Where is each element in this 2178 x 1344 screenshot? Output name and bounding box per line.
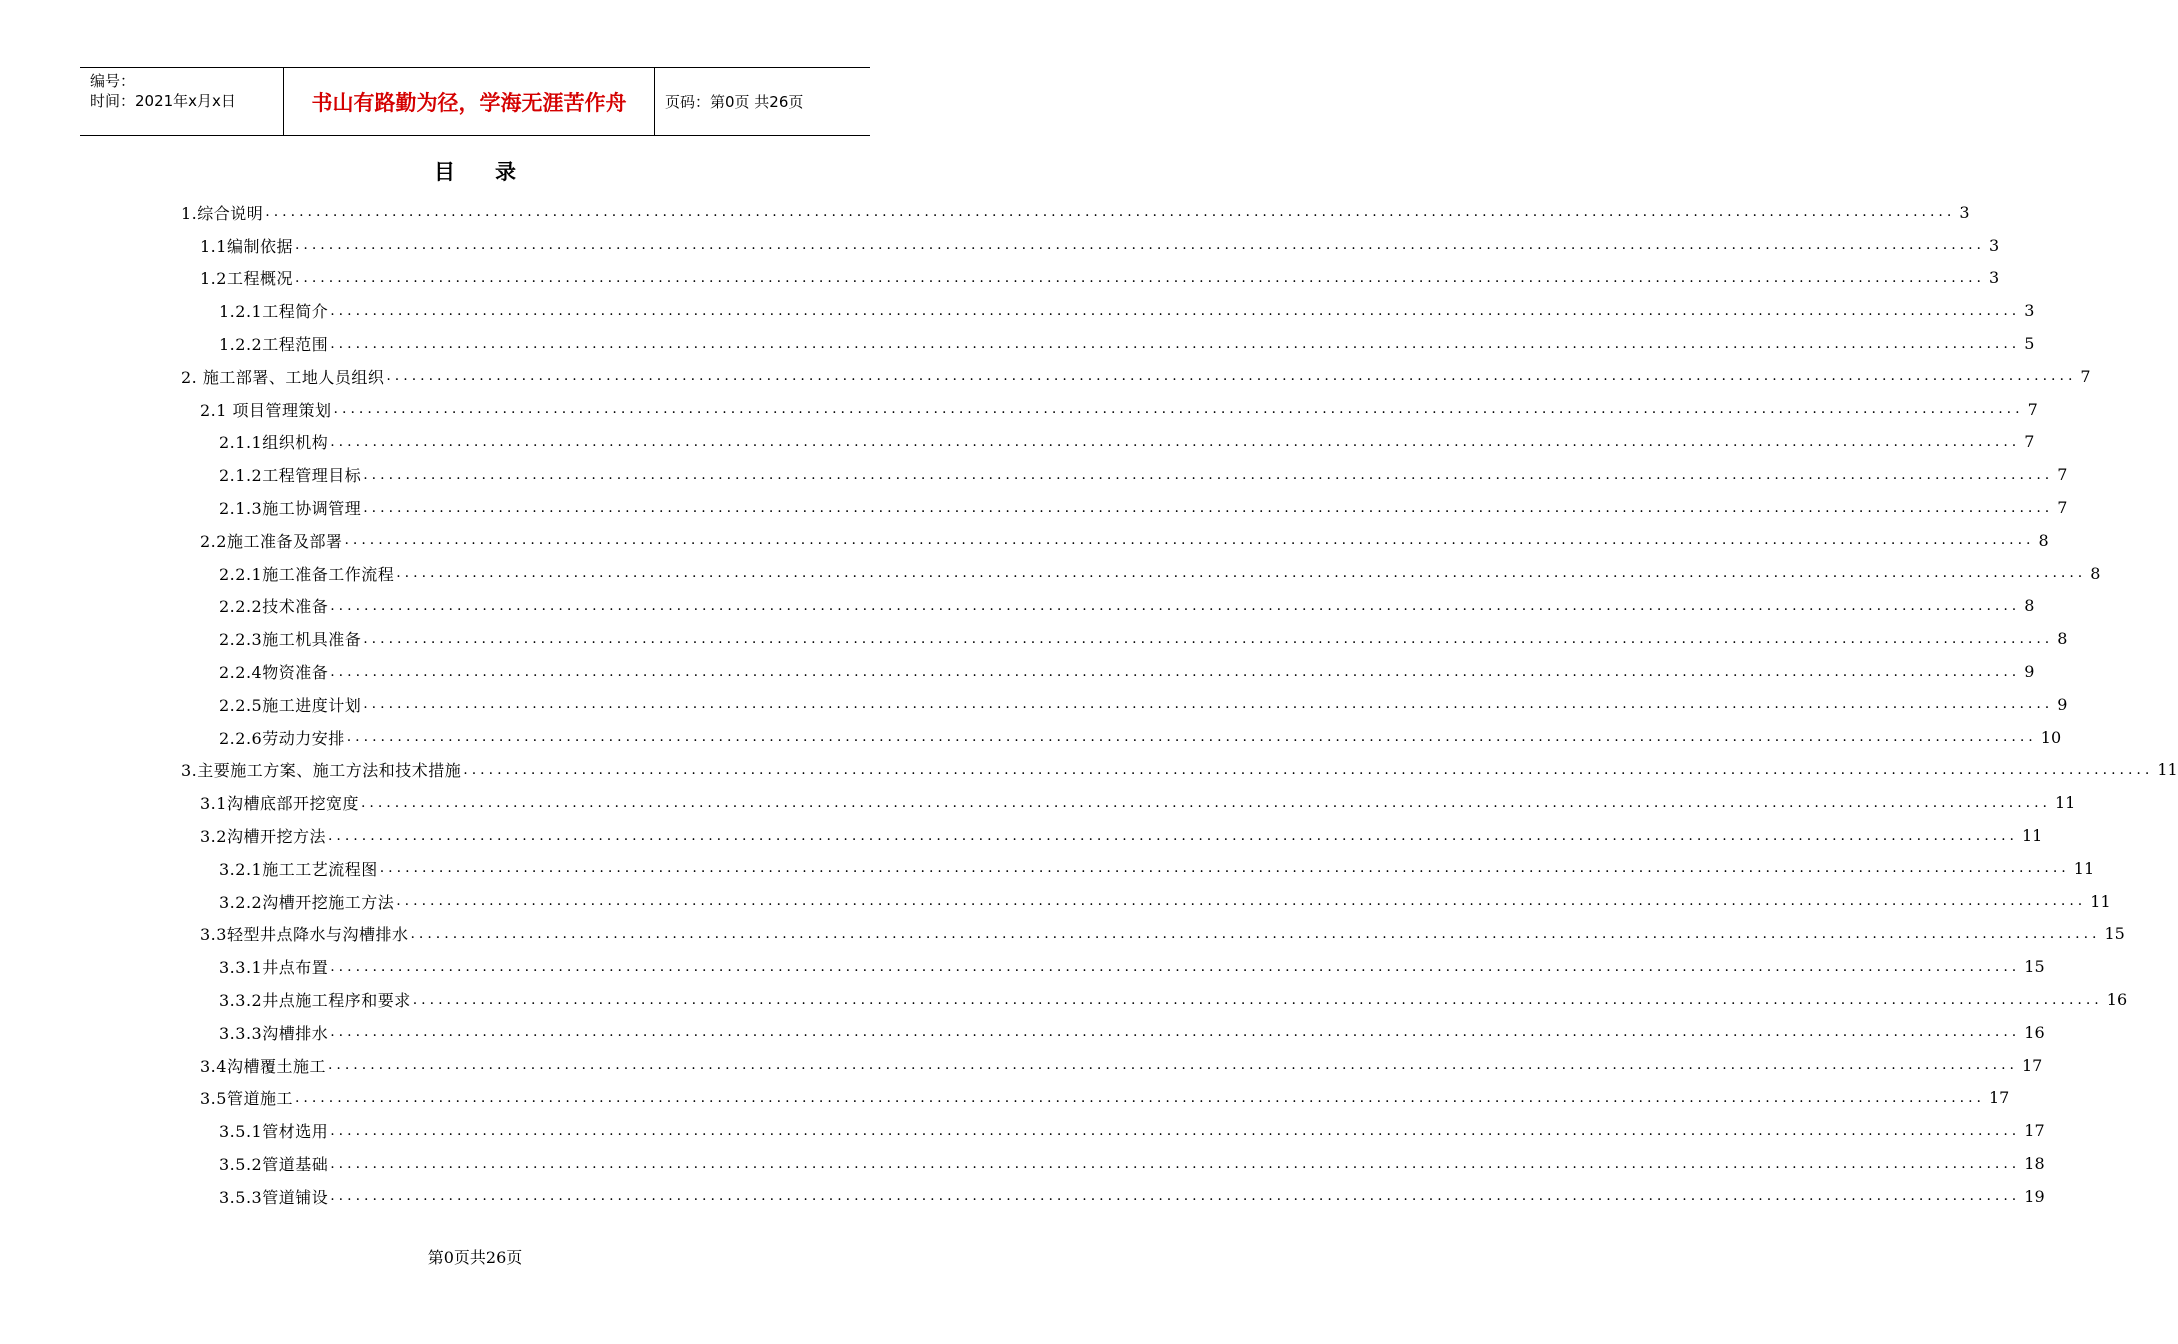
toc-dot-leader: ........................................................................................................................................................................................................ xyxy=(363,466,2054,483)
toc-entry-label: 1.2工程概况 xyxy=(200,266,295,289)
toc-entry-page: 11 xyxy=(2055,793,2076,813)
toc-dot-leader: ........................................................................................................................................................................................................ xyxy=(327,827,2018,844)
toc-entry-page: 8 xyxy=(2024,596,2035,616)
toc-entry-label: 3.2沟槽开挖方法 xyxy=(200,824,328,847)
toc-entry[interactable] xyxy=(0,557,2101,590)
table-of-contents xyxy=(0,196,2178,1213)
toc-dot-leader: ........................................................................................................................................................................................................ xyxy=(346,729,2037,746)
toc-entry-label: 3.4沟槽覆土施工 xyxy=(200,1054,328,1077)
toc-entry[interactable] xyxy=(0,622,2068,655)
toc-entry-label: 2.2.6劳动力安排 xyxy=(219,726,347,749)
toc-dot-leader: ........................................................................................................................................................................................................ xyxy=(327,1057,2018,1074)
toc-entry[interactable] xyxy=(0,590,2035,623)
toc-entry[interactable] xyxy=(0,1049,2043,1082)
toc-entry-label: 2.1.3施工协调管理 xyxy=(219,496,363,519)
toc-entry-page: 16 xyxy=(2024,1022,2045,1042)
toc-entry-page: 8 xyxy=(2038,530,2049,550)
toc-dot-leader: ........................................................................................................................................................................................................ xyxy=(363,630,2054,647)
toc-entry[interactable] xyxy=(0,327,2035,360)
toc-entry-label: 2.2.3施工机具准备 xyxy=(219,627,363,650)
toc-entry-page: 7 xyxy=(2057,465,2068,485)
toc-dot-leader: ........................................................................................................................................................................................................ xyxy=(330,1155,2021,1172)
toc-entry-label: 3.5.3管道铺设 xyxy=(219,1185,330,1208)
toc-dot-leader: ........................................................................................................................................................................................................ xyxy=(379,860,2070,877)
toc-entry[interactable] xyxy=(0,819,2043,852)
toc-entry-page: 11 xyxy=(2022,826,2043,846)
toc-entry-label: 2.2.5施工进度计划 xyxy=(219,693,363,716)
toc-entry[interactable] xyxy=(0,852,2095,885)
toc-entry[interactable] xyxy=(0,426,2035,459)
toc-dot-leader: ........................................................................................................................................................................................................ xyxy=(294,237,1985,254)
toc-entry-page: 8 xyxy=(2057,629,2068,649)
toc-entry-page: 7 xyxy=(2057,498,2068,518)
toc-dot-leader: ........................................................................................................................................................................................................ xyxy=(333,401,2024,418)
toc-entry-page: 17 xyxy=(2022,1055,2043,1075)
toc-dot-leader: ........................................................................................................................................................................................................ xyxy=(330,1122,2021,1139)
toc-entry-label: 3.5.1管材选用 xyxy=(219,1119,330,1142)
toc-entry[interactable] xyxy=(0,491,2068,524)
toc-entry-label: 3.主要施工方案、施工方法和技术措施 xyxy=(181,758,463,781)
toc-dot-leader: ........................................................................................................................................................................................................ xyxy=(265,204,1956,221)
toc-entry[interactable] xyxy=(0,885,2111,918)
toc-entry-page: 11 xyxy=(2073,858,2095,878)
page-title: 目录 xyxy=(434,160,556,184)
toc-entry-label: 2. 施工部署、工地人员组织 xyxy=(181,365,386,388)
toc-entry-page: 15 xyxy=(2024,957,2045,977)
toc-entry[interactable] xyxy=(0,1180,2045,1213)
toc-dot-leader: ........................................................................................................................................................................................................ xyxy=(360,794,2051,811)
toc-entry-page: 3 xyxy=(1989,268,2000,288)
toc-entry-label: 2.1.1组织机构 xyxy=(219,430,330,453)
toc-entry-label: 2.1 项目管理策划 xyxy=(200,398,334,421)
toc-entry-page: 7 xyxy=(2027,399,2038,419)
header-motto: 书山有路勤为径，学海无涯苦作舟 xyxy=(311,90,627,115)
toc-entry-label: 3.1沟槽底部开挖宽度 xyxy=(200,791,361,814)
page-footer: 第0页共26页 xyxy=(427,1248,523,1267)
toc-entry-page: 8 xyxy=(2090,563,2101,583)
toc-entry-page: 11 xyxy=(2157,760,2178,780)
toc-entry[interactable] xyxy=(0,983,2128,1016)
toc-entry-label: 2.2.2技术准备 xyxy=(219,594,330,617)
toc-dot-leader: ........................................................................................................................................................................................................ xyxy=(410,925,2101,942)
toc-entry[interactable] xyxy=(0,262,2000,295)
toc-entry-page: 3 xyxy=(1959,202,1970,222)
toc-entry-page: 16 xyxy=(2106,990,2128,1010)
toc-entry[interactable] xyxy=(0,918,2125,951)
document-header xyxy=(80,67,870,136)
toc-dot-leader: ........................................................................................................................................................................................................ xyxy=(344,532,2035,549)
document-number-label: 编号： xyxy=(90,72,136,90)
toc-dot-leader: ........................................................................................................................................................................................................ xyxy=(386,368,2077,385)
toc-dot-leader: ........................................................................................................................................................................................................ xyxy=(294,1089,1985,1106)
toc-dot-leader: ........................................................................................................................................................................................................ xyxy=(330,335,2021,352)
toc-entry-label: 1.1编制依据 xyxy=(200,234,295,257)
toc-entry[interactable] xyxy=(0,1147,2045,1180)
header-page-info: 页码：第0页 共26页 xyxy=(665,93,804,111)
toc-entry-page: 9 xyxy=(2024,662,2035,682)
toc-entry-page: 15 xyxy=(2104,924,2125,944)
toc-entry-label: 2.2.4物资准备 xyxy=(219,660,330,683)
toc-dot-leader: ........................................................................................................................................................................................................ xyxy=(363,696,2054,713)
toc-entry-label: 3.3.1井点布置 xyxy=(219,955,330,978)
toc-entry[interactable] xyxy=(0,393,2038,426)
toc-entry-page: 11 xyxy=(2090,891,2111,911)
toc-entry[interactable] xyxy=(0,754,2178,787)
toc-dot-leader: ........................................................................................................................................................................................................ xyxy=(412,991,2103,1008)
toc-dot-leader: ........................................................................................................................................................................................................ xyxy=(396,893,2087,910)
toc-dot-leader: ........................................................................................................................................................................................................ xyxy=(330,663,2021,680)
toc-dot-leader: ........................................................................................................................................................................................................ xyxy=(363,499,2054,516)
toc-entry-page: 10 xyxy=(2040,727,2062,747)
header-meta xyxy=(80,68,283,135)
toc-entry[interactable] xyxy=(0,786,2076,819)
toc-entry-page: 19 xyxy=(2024,1186,2045,1206)
toc-entry[interactable] xyxy=(0,1016,2045,1049)
toc-entry[interactable] xyxy=(0,721,2062,754)
toc-entry-page: 3 xyxy=(1989,235,2000,255)
toc-entry-page: 17 xyxy=(2024,1121,2045,1141)
toc-entry-page: 3 xyxy=(2024,301,2035,321)
toc-entry[interactable] xyxy=(0,950,2045,983)
toc-dot-leader: ........................................................................................................................................................................................................ xyxy=(330,958,2021,975)
toc-entry-label: 2.2施工准备及部署 xyxy=(200,529,344,552)
document-date-label: 时间：2021年x月x日 xyxy=(90,92,236,110)
toc-entry-page: 9 xyxy=(2057,694,2068,714)
header-motto-cell xyxy=(283,68,655,135)
toc-entry-page: 7 xyxy=(2080,366,2091,386)
toc-dot-leader: ........................................................................................................................................................................................................ xyxy=(330,1024,2021,1041)
toc-entry[interactable] xyxy=(0,655,2035,688)
toc-entry-label: 3.5管道施工 xyxy=(200,1086,295,1109)
toc-dot-leader: ........................................................................................................................................................................................................ xyxy=(330,302,2021,319)
toc-entry-label: 1.2.1工程简介 xyxy=(219,299,330,322)
toc-entry[interactable] xyxy=(0,688,2068,721)
toc-entry-label: 3.3.3沟槽排水 xyxy=(219,1021,330,1044)
toc-dot-leader: ........................................................................................................................................................................................................ xyxy=(396,565,2087,582)
toc-entry[interactable] xyxy=(0,360,2091,393)
toc-entry-label: 3.3.2井点施工程序和要求 xyxy=(219,988,413,1011)
toc-entry[interactable] xyxy=(0,1114,2045,1147)
toc-entry[interactable] xyxy=(0,229,2000,262)
toc-entry-label: 3.2.1施工工艺流程图 xyxy=(219,857,380,880)
toc-entry[interactable] xyxy=(0,294,2035,327)
toc-entry[interactable] xyxy=(0,196,1970,229)
toc-entry-label: 2.1.2工程管理目标 xyxy=(219,463,363,486)
toc-entry[interactable] xyxy=(0,524,2049,557)
toc-entry[interactable] xyxy=(0,1082,2010,1115)
toc-entry-page: 5 xyxy=(2024,334,2035,354)
toc-dot-leader: ........................................................................................................................................................................................................ xyxy=(330,1188,2021,1205)
toc-entry-page: 17 xyxy=(1989,1088,2010,1108)
toc-entry-label: 3.5.2管道基础 xyxy=(219,1152,330,1175)
toc-entry-label: 1.2.2工程范围 xyxy=(219,332,330,355)
toc-entry-label: 1.综合说明 xyxy=(181,201,265,224)
toc-entry-page: 18 xyxy=(2024,1154,2045,1173)
toc-dot-leader: ........................................................................................................................................................................................................ xyxy=(330,597,2021,614)
toc-entry-label: 2.2.1施工准备工作流程 xyxy=(219,562,396,585)
toc-dot-leader: ........................................................................................................................................................................................................ xyxy=(330,433,2021,450)
toc-dot-leader: ........................................................................................................................................................................................................ xyxy=(463,761,2154,778)
toc-entry[interactable] xyxy=(0,458,2068,491)
toc-dot-leader: ........................................................................................................................................................................................................ xyxy=(294,269,1985,286)
toc-entry-page: 7 xyxy=(2024,432,2035,452)
toc-entry-label: 3.3轻型井点降水与沟槽排水 xyxy=(200,922,410,945)
toc-entry-label: 3.2.2沟槽开挖施工方法 xyxy=(219,890,396,913)
